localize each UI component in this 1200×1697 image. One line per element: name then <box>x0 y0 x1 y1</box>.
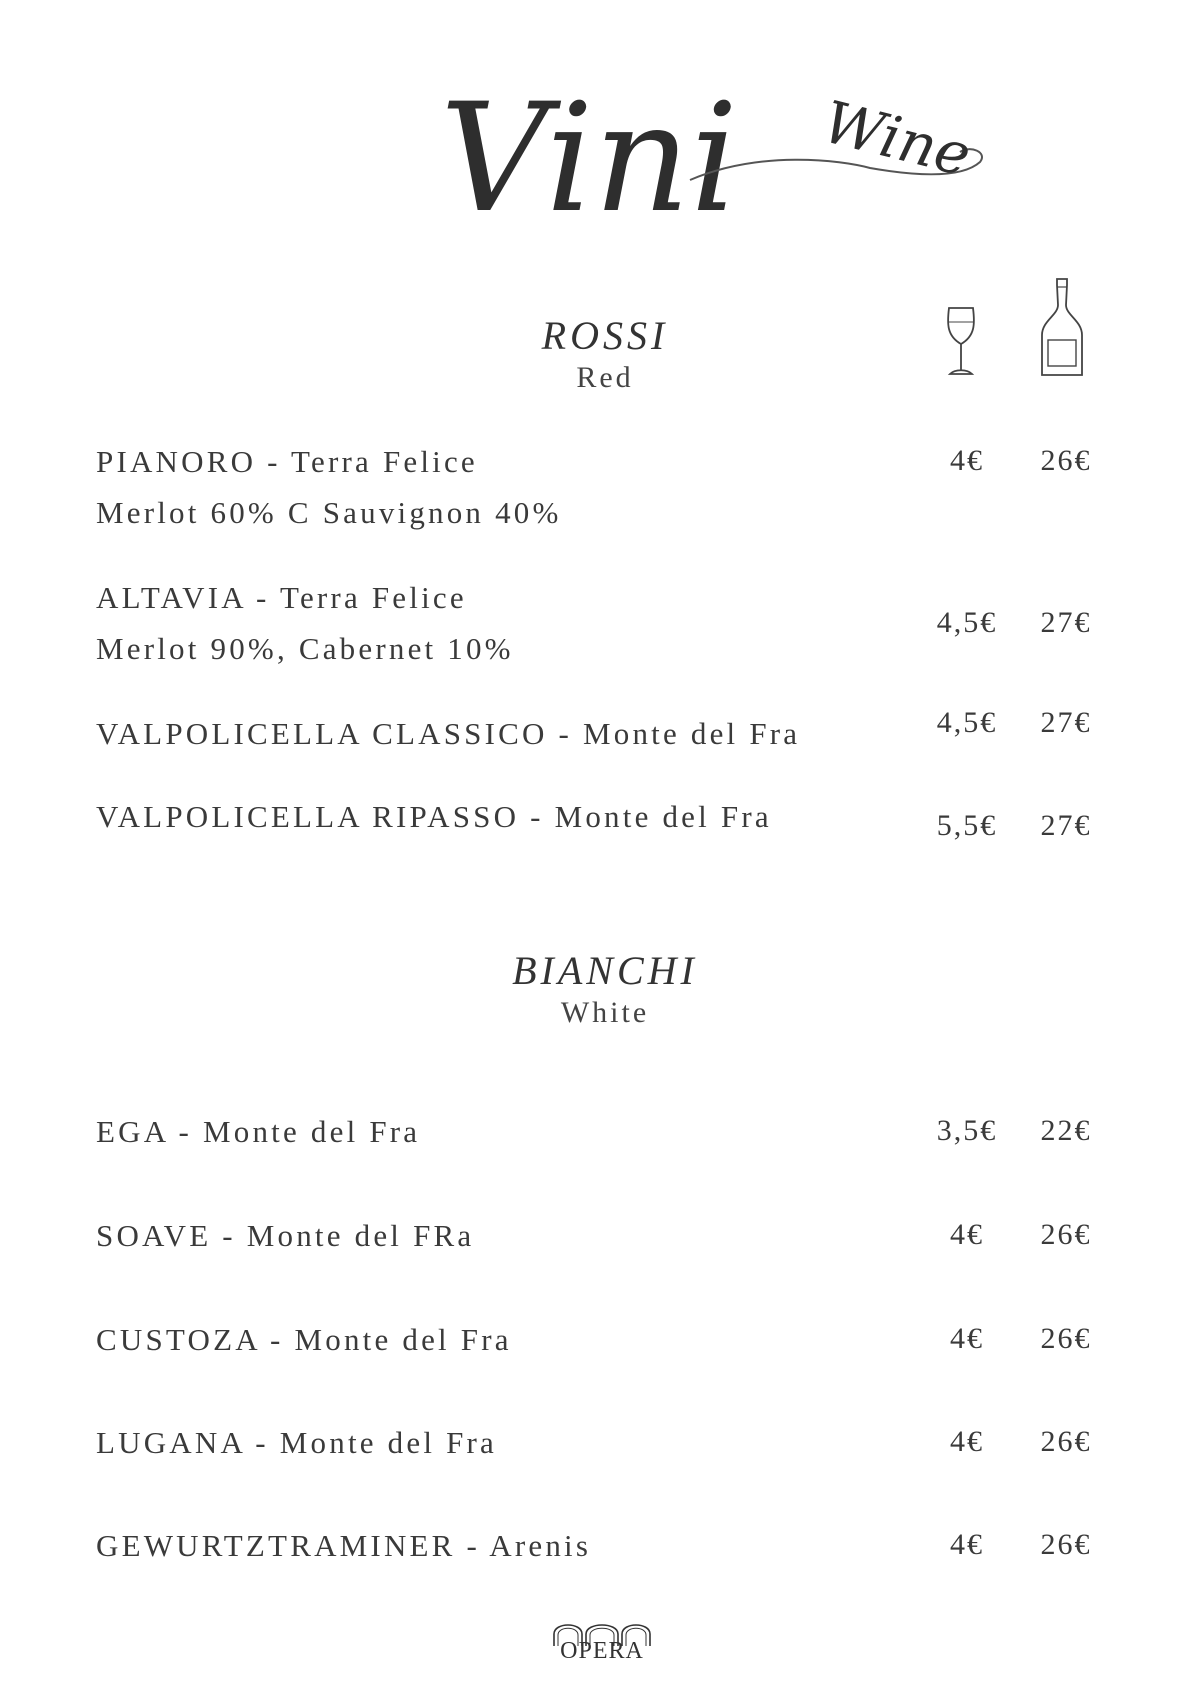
section-heading-bianchi <box>455 947 755 1030</box>
bottle-price: 26€ <box>1040 1322 1092 1355</box>
section-subtitle: Red <box>576 361 634 394</box>
list-item <box>96 797 1106 842</box>
bottle-price: 22€ <box>1040 1114 1092 1147</box>
glass-price: 4€ <box>950 1528 984 1561</box>
logo-text: OPERA <box>560 1638 644 1664</box>
bottle-price: 26€ <box>1040 1218 1092 1251</box>
bottle-price: 26€ <box>1040 1528 1092 1561</box>
menu-title <box>440 40 1060 250</box>
list-item <box>96 706 1106 754</box>
wine-name: ALTAVIA - Terra Felice <box>96 580 467 615</box>
glass-price: 4,5€ <box>936 606 998 639</box>
wine-name: GEWURTZTRAMINER - Arenis <box>96 1528 592 1563</box>
list-item <box>96 1526 1106 1566</box>
list-item <box>96 1423 1106 1463</box>
wine-detail: Merlot 60% C Sauvignon 40% <box>96 495 562 530</box>
bottle-price: 26€ <box>1040 1425 1092 1458</box>
list-item <box>96 578 1106 669</box>
bottle-price: 27€ <box>1040 706 1092 739</box>
wine-bottle-icon <box>1040 277 1084 379</box>
wine-name: PIANORO - Terra Felice <box>96 444 478 479</box>
wine-name: SOAVE - Monte del FRa <box>96 1218 475 1253</box>
list-item <box>96 1216 1106 1256</box>
glass-price: 5,5€ <box>936 809 998 842</box>
section-heading-rossi <box>455 312 755 395</box>
wine-detail: Merlot 90%, Cabernet 10% <box>96 631 514 666</box>
wine-name: CUSTOZA - Monte del Fra <box>96 1322 512 1357</box>
list-item <box>96 1320 1106 1360</box>
bottle-price: 27€ <box>1040 809 1092 842</box>
title-vini: Vini <box>440 72 739 246</box>
section-title: BIANCHI <box>512 948 698 993</box>
glass-price: 4€ <box>950 1425 984 1458</box>
glass-price: 4,5€ <box>936 706 998 739</box>
list-item <box>96 442 1106 533</box>
wine-glass-icon <box>945 306 977 378</box>
section-title: ROSSI <box>541 313 669 358</box>
list-item <box>96 1112 1106 1152</box>
title-wine: Wine <box>816 87 978 190</box>
wine-name: LUGANA - Monte del Fra <box>96 1425 498 1460</box>
section-subtitle: White <box>560 996 650 1029</box>
wine-name: VALPOLICELLA RIPASSO - Monte del Fra <box>96 799 772 834</box>
opera-logo <box>550 1618 654 1672</box>
bottle-price: 26€ <box>1040 444 1092 477</box>
wine-name: VALPOLICELLA CLASSICO - Monte del Fra <box>96 716 801 751</box>
bottle-price: 27€ <box>1040 606 1092 639</box>
glass-price: 4€ <box>950 444 984 477</box>
glass-price: 3,5€ <box>936 1114 998 1147</box>
wine-name: EGA - Monte del Fra <box>96 1114 421 1149</box>
glass-price: 4€ <box>950 1218 984 1251</box>
glass-price: 4€ <box>950 1322 984 1355</box>
